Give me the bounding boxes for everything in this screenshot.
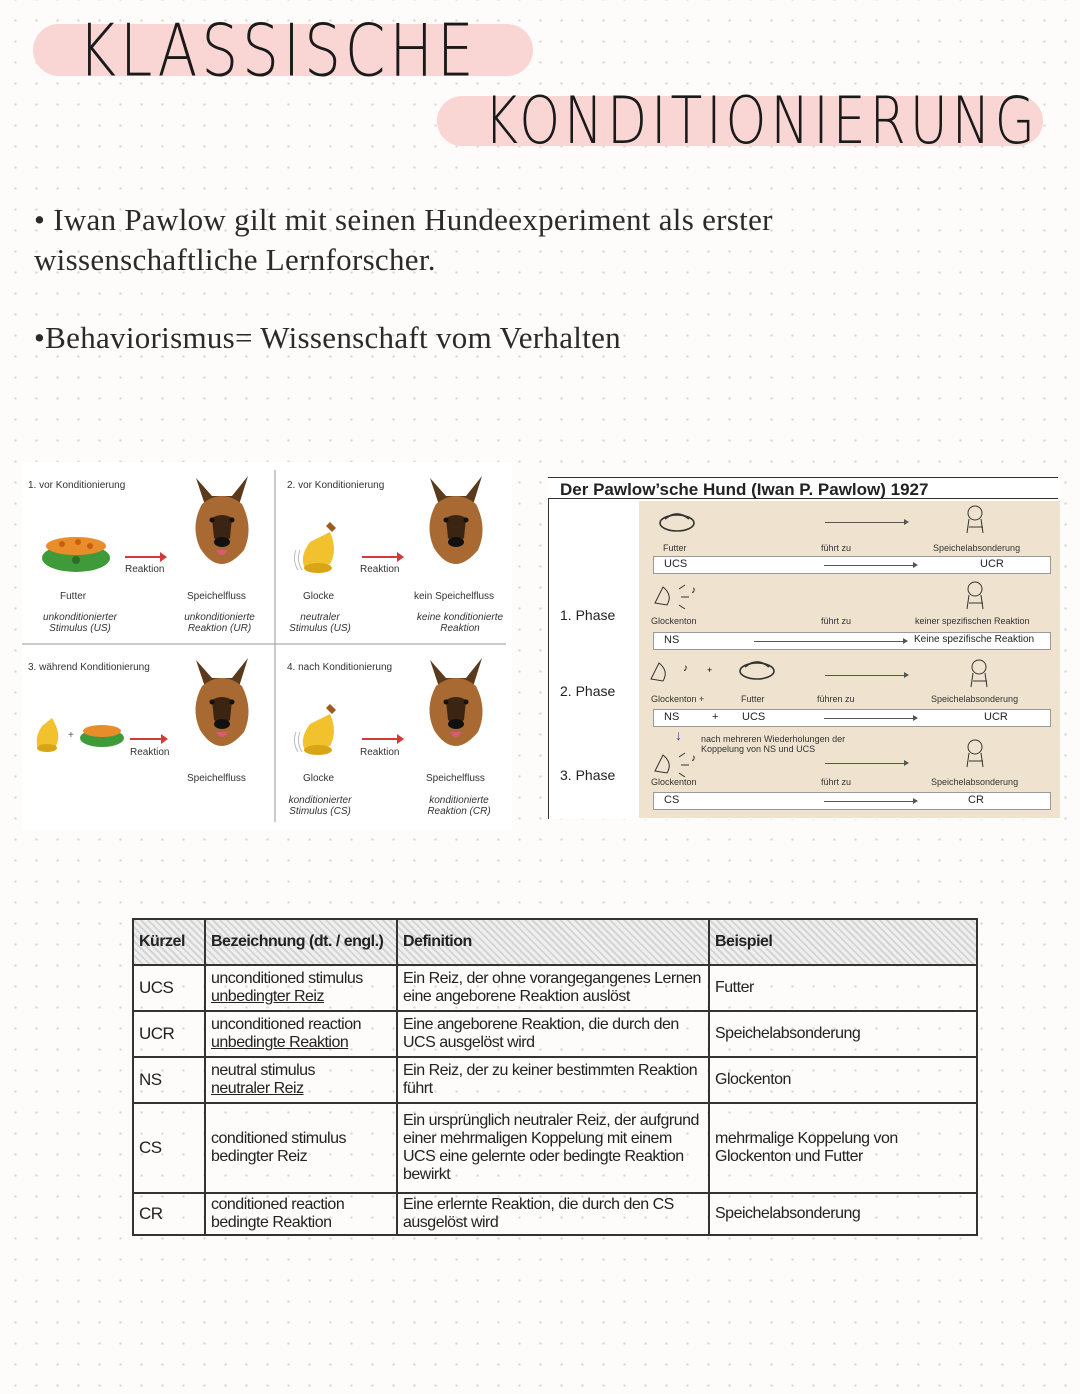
bell-sketch-icon [653, 749, 703, 777]
row4-mid: führt zu [821, 777, 852, 787]
food-bowl-icon [737, 655, 777, 683]
row4-box-arrow [824, 801, 914, 802]
dog-icon [416, 650, 496, 750]
row3-box-plus: + [712, 711, 719, 723]
svg-text:♪: ♪ [683, 663, 688, 674]
row1-arrow [825, 522, 905, 523]
bell-icon [290, 520, 344, 578]
dog-sketch-icon [961, 503, 991, 535]
table-row [133, 1011, 977, 1057]
svg-text:♪: ♪ [691, 585, 696, 596]
panel4-arrow [362, 738, 398, 740]
cell-definition: Eine angeborene Reaktion, die durch den UCS ausgelöst wird [397, 1011, 709, 1057]
cell-name-en: unconditioned stimulus [211, 970, 363, 987]
panel4-response: Speichelfluss [426, 773, 485, 784]
row2-box-arrow [754, 641, 904, 642]
panel2-arrow [362, 556, 398, 558]
panel2-response-desc: keine konditionierte Reaktion [416, 612, 504, 634]
phase-2-label: 2. Phase [560, 683, 616, 699]
cell-abbr: UCR [133, 1011, 205, 1057]
row3-left2: Futter [741, 694, 765, 704]
panel3-reaction: Reaktion [130, 747, 170, 758]
dog-icon [182, 468, 262, 568]
row1-box-left: UCS [664, 558, 688, 570]
cell-definition: Ein ursprünglich neutraler Reiz, der aufgrund einer mehrmaligen Koppelung mit einem UCS eine gelernte oder bedingte Reaktion bewirkt [397, 1103, 709, 1193]
panel4-reaction: Reaktion [360, 747, 400, 758]
pawlow-figure-title: Der Pawlow’sche Hund (Iwan P. Pawlow) 1927 [548, 477, 1058, 499]
cell-definition: Eine erlernte Reaktion, die durch den CS ausgelöst wird [397, 1193, 709, 1235]
cell-abbr: CR [133, 1193, 205, 1235]
row4-box-left: CS [664, 794, 680, 806]
cell-example: Speichelabsonderung [709, 1011, 977, 1057]
panel2-stimulus: Glocke [303, 591, 335, 602]
panel2-reaction: Reaktion [360, 564, 400, 575]
dog-sketch-icon [961, 579, 991, 611]
header-definition: Definition [397, 919, 709, 965]
svg-text:♪: ♪ [691, 753, 696, 764]
panel1-response-desc: unkonditionierte Reaktion (UR) [184, 612, 255, 634]
row3-mid: führen zu [817, 694, 855, 704]
panel4-stimulus: Glocke [303, 773, 335, 784]
conditioning-figure [22, 462, 512, 830]
panel1-arrow [125, 556, 161, 558]
cell-name-de: bedingte Reaktion [211, 1214, 332, 1231]
row3-box-left: NS [664, 711, 680, 723]
row3-box-right: UCR [984, 711, 1008, 723]
cell-name [205, 1103, 397, 1193]
row1-box [653, 556, 1051, 574]
row1-mid: führt zu [821, 543, 852, 553]
cell-example: Glockenton [709, 1057, 977, 1103]
row1-right: Speichelabsonderung [933, 543, 1021, 553]
row4-note: nach mehreren Wiederholungen der Koppelung von NS und UCS [701, 734, 846, 754]
dog-icon [182, 650, 262, 750]
svg-text:+: + [68, 730, 74, 741]
cell-definition: Ein Reiz, der ohne vorangegangenes Lernen eine angeborene Reaktion auslöst [397, 965, 709, 1011]
row3-box [653, 709, 1051, 727]
row3-right: Speichelabsonderung [931, 694, 1019, 704]
row2-box-left: NS [664, 634, 680, 646]
panel1-title: 1. vor Konditionierung [28, 480, 126, 491]
phase-panel [639, 501, 1060, 818]
cell-name [205, 1011, 397, 1057]
panel4-response-desc: konditionierte Reaktion (CR) [427, 795, 491, 817]
header-name: Bezeichnung (dt. / engl.) [205, 919, 397, 965]
bell-and-bowl-icon [32, 714, 128, 754]
panel3-response: Speichelfluss [187, 773, 246, 784]
row2-left: Glockenton [651, 616, 697, 626]
title-line-1: KLASSISCHE [78, 8, 478, 93]
panel2-title: 2. vor Konditionierung [287, 480, 385, 491]
table-row [133, 1057, 977, 1103]
dog-sketch-icon [965, 657, 995, 689]
table-row [133, 965, 977, 1011]
cell-example: Speichelabsonderung [709, 1193, 977, 1235]
cell-name-de: bedingter Reiz [211, 1148, 308, 1165]
cell-abbr: CS [133, 1103, 205, 1193]
row4-box-right: CR [968, 794, 984, 806]
panel1-response: Speichelfluss [187, 591, 246, 602]
bell-and-bowl-sketch-icon [649, 657, 719, 685]
food-bowl-icon [657, 507, 697, 533]
table-row [133, 1193, 977, 1235]
row2-box-right: Keine spezifische Reaktion [914, 634, 1035, 645]
cell-abbr: UCS [133, 965, 205, 1011]
food-bowl-icon [40, 530, 112, 574]
panel4-stimulus-desc: konditionierter Stimulus (CS) [288, 795, 352, 817]
row3-box-left2: UCS [742, 711, 766, 723]
table-row [133, 1103, 977, 1193]
cell-name-en: conditioned stimulus [211, 1130, 346, 1147]
row4-arrow [825, 763, 905, 764]
panel1-stimulus-desc: unkonditionierter Stimulus (US) [43, 612, 117, 634]
row3-left: Glockenton + [651, 694, 705, 704]
panel4-title: 4. nach Konditionierung [287, 662, 393, 673]
table-header-row [133, 919, 977, 965]
panel1-reaction: Reaktion [125, 564, 165, 575]
bullet-pawlow: • Iwan Pawlow gilt mit seinen Hundeexperiment als erster wissenschaftliche Lernforscher. [34, 202, 773, 277]
row1-box-arrow [824, 565, 914, 566]
panel3-title: 3. während Konditionierung [28, 662, 150, 673]
row2-right: keiner spezifischen Reaktion [915, 616, 1030, 626]
header-abbr: Kürzel [133, 919, 205, 965]
cell-example: mehrmalige Koppelung von Glockenton und Futter [709, 1103, 977, 1193]
row3-box-arrow [824, 718, 914, 719]
bell-icon [290, 702, 344, 760]
dog-sketch-icon [961, 737, 991, 769]
phase-column-border [548, 499, 549, 819]
cell-definition: Ein Reiz, der zu keiner bestimmten Reaktion führt [397, 1057, 709, 1103]
cell-abbr: NS [133, 1057, 205, 1103]
svg-text:+: + [707, 665, 713, 675]
row2-mid: führt zu [821, 616, 852, 626]
panel1-stimulus: Futter [60, 591, 87, 602]
cell-name [205, 1057, 397, 1103]
row4-box [653, 792, 1051, 810]
phase-3-label: 3. Phase [560, 767, 616, 783]
down-arrow-icon: ↓ [675, 727, 682, 743]
cell-name-en: unconditioned reaction [211, 1016, 362, 1033]
dog-icon [416, 468, 496, 568]
panel3-arrow [130, 738, 162, 740]
cell-name-en: neutral stimulus [211, 1062, 316, 1079]
bullet-behaviorismus: •Behaviorismus= Wissenschaft vom Verhalten [34, 320, 621, 355]
row4-right: Speichelabsonderung [931, 777, 1019, 787]
cell-name [205, 965, 397, 1011]
phase-1-label: 1. Phase [560, 607, 616, 623]
cell-example: Futter [709, 965, 977, 1011]
bell-sketch-icon [653, 581, 703, 609]
cell-name-de: unbedingte Reaktion [211, 1034, 349, 1051]
cell-name-de: unbedingter Reiz [211, 988, 324, 1005]
cell-name [205, 1193, 397, 1235]
panel2-response: kein Speichelfluss [414, 591, 495, 602]
cell-name-en: conditioned reaction [211, 1196, 345, 1213]
row4-left: Glockenton [651, 777, 697, 787]
row2-box [653, 632, 1051, 650]
row1-left: Futter [663, 543, 687, 553]
header-example: Beispiel [709, 919, 977, 965]
cell-name-de: neutraler Reiz [211, 1080, 304, 1097]
terms-table [132, 918, 978, 1236]
row1-box-right: UCR [980, 558, 1004, 570]
row3-arrow [825, 675, 905, 676]
title-line-2: KONDITIONIERUNG [484, 84, 1039, 159]
panel2-stimulus-desc: neutraler Stimulus (US) [289, 612, 351, 634]
pawlow-phase-figure [548, 477, 1060, 819]
